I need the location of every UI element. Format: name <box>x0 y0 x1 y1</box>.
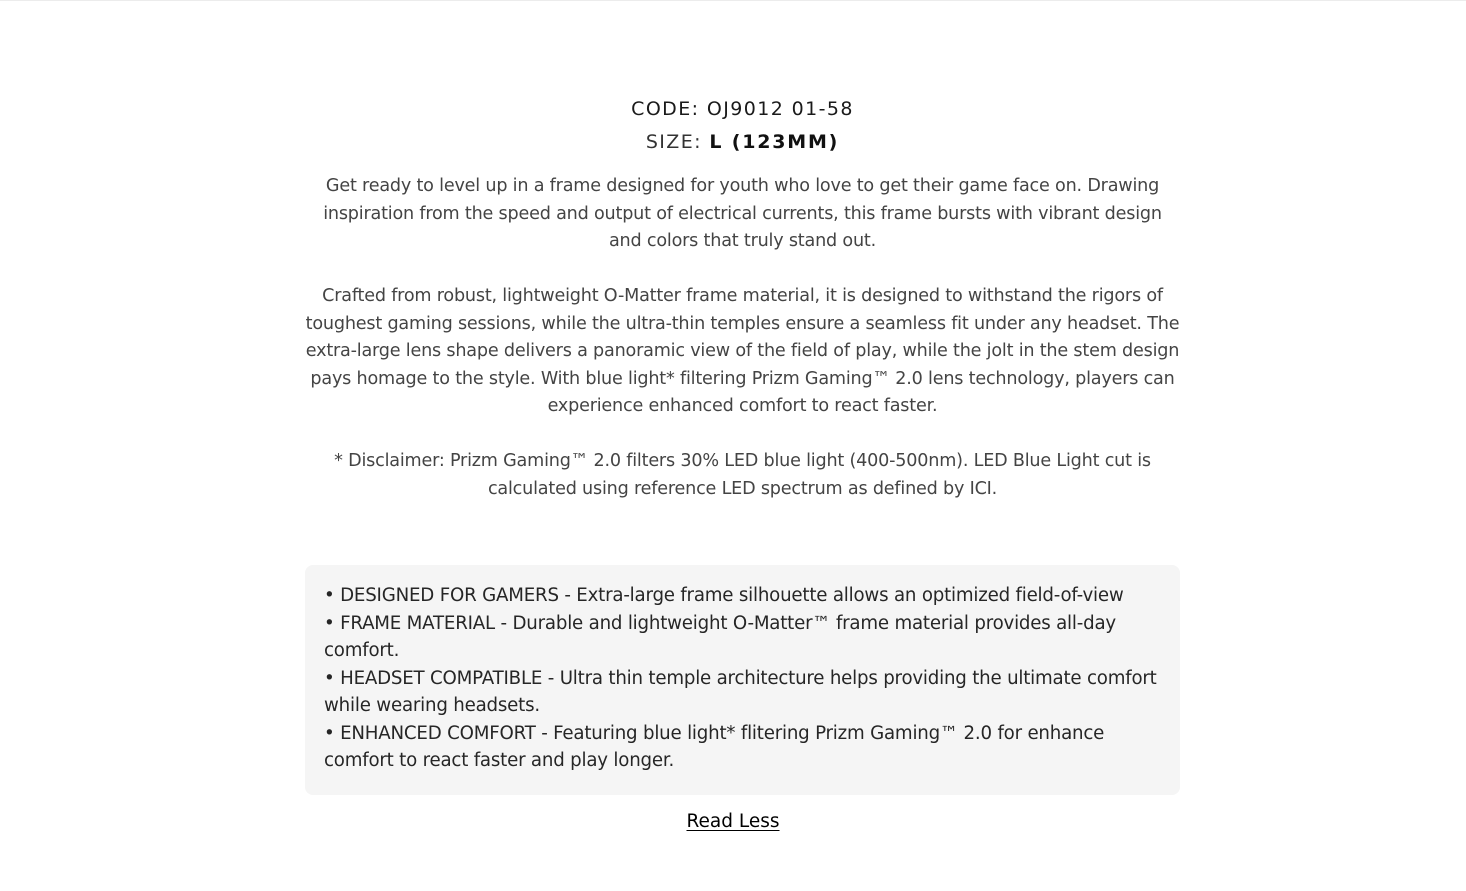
product-code-value: OJ9012 01-58 <box>706 98 854 120</box>
feature-item: • HEADSET COMPATIBLE - Ultra thin temple architecture helps providing the ultimate comfort while wearing headsets. <box>324 667 1157 716</box>
feature-item: • ENHANCED COMFORT - Featuring blue light* flitering Prizm Gaming™ 2.0 for enhance comfort to react faster and play longer. <box>324 722 1105 771</box>
disclaimer-paragraph: * Disclaimer: Prizm Gaming™ 2.0 filters 30% LED blue light (400-500nm). LED Blue Light cut is calculated using reference LED spectrum as defined by ICI. <box>334 451 1151 499</box>
feature-list <box>305 565 1180 795</box>
product-size-value: L (123MM) <box>709 131 840 153</box>
read-less-link[interactable]: Read Less <box>686 811 780 832</box>
feature-item: • DESIGNED FOR GAMERS - Extra-large frame silhouette allows an optimized field-of-view <box>324 585 1124 606</box>
description-paragraph: Crafted from robust, lightweight O-Matter frame material, it is designed to withstand the rigors of toughest gaming sessions, while the ultra-thin temples ensure a seamless fit under any headset. The extra-large lens shape delivers a panoramic view of the field of play, while the jolt in the stem design pays homage to the style. With blue light* filtering Prizm Gaming™ 2.0 lens technology, players can experience enhanced comfort to react faster. <box>305 286 1180 416</box>
product-size <box>305 129 1180 156</box>
feature-item: • FRAME MATERIAL - Durable and lightweight O-Matter™ frame material provides all-day comfort. <box>324 612 1116 661</box>
product-code-label: CODE: <box>631 98 700 120</box>
top-divider <box>0 0 1466 1</box>
product-code <box>305 96 1180 123</box>
description-paragraph: Get ready to level up in a frame designed for youth who love to get their game face on. Drawing inspiration from the speed and output of electrical currents, this frame bursts with vibrant design and colors that truly stand out. <box>323 176 1162 251</box>
product-description <box>305 173 1180 503</box>
product-details <box>305 96 1180 503</box>
read-less-container <box>0 808 1466 836</box>
product-size-label: SIZE: <box>645 131 702 153</box>
